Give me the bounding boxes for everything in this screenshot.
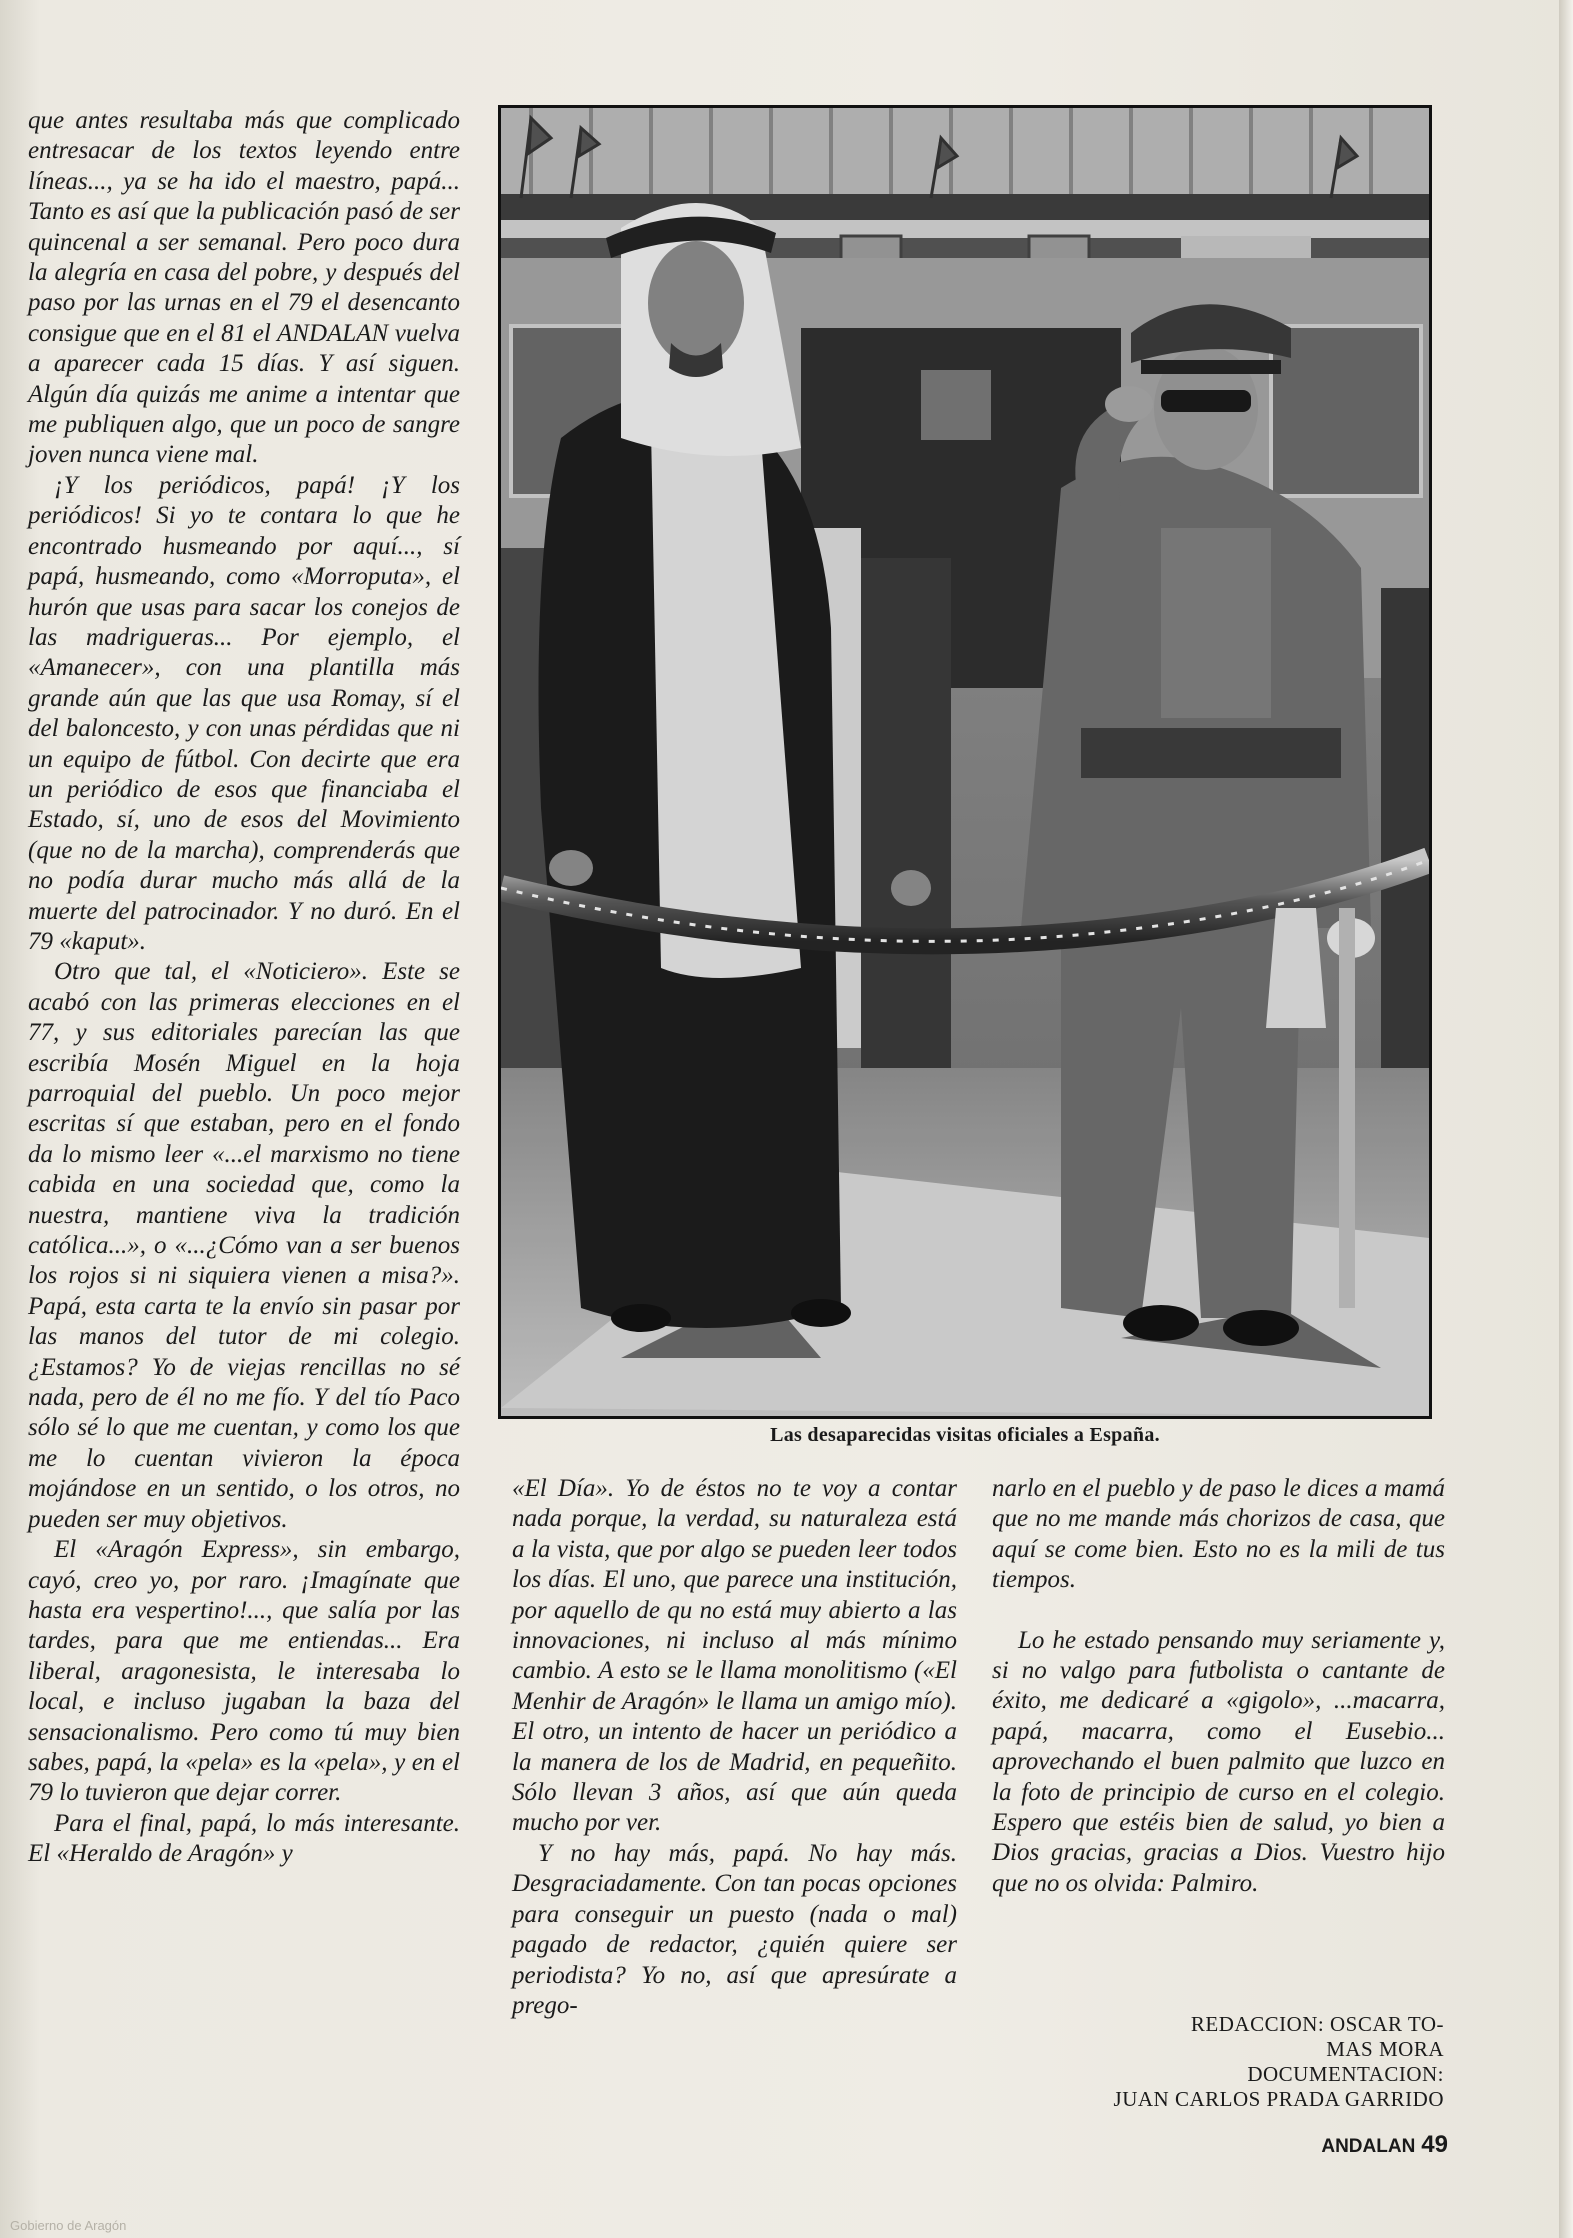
right-text-column xyxy=(992,1474,1445,1899)
photo-caption: Las desaparecidas visitas oficiales a España. xyxy=(770,1424,1160,1446)
credit-line: MAS MORA xyxy=(1326,2037,1444,2061)
article-credits xyxy=(1020,2012,1444,2112)
photo-illustration xyxy=(501,108,1429,1416)
paragraph: Para el final, papá, lo más interesante. El «Heraldo de Aragón» y xyxy=(28,1809,460,1868)
left-text-column xyxy=(28,106,460,1870)
paragraph: ¡Y los periódicos, papá! ¡Y los periódicos! Si yo te contara lo que he encontrado husmeando por aquí..., sí papá, husmeando, como «Morroputa», el hurón que usas para sacar los conejos de las madrigueras... Por ejemplo, el «Amanecer», con una plantilla más grande aún que las que usa Romay, sí el del baloncesto, y con unas pérdidas que ni un equipo de fútbol. Con decirte que era un periódico de esos que financiaba el Estado, sí, uno de esos del Movimiento (que no de la marcha), comprenderás que no podía durar mucho más allá de la muerte del patrocinador. Y no duró. En el 79 «kaput». xyxy=(28,471,460,955)
credit-line: REDACCION: OSCAR TO- xyxy=(1190,2012,1444,2036)
paragraph: que antes resultaba más que complicado entresacar de los textos leyendo entre líneas..., ya se ha ido el maestro, papá... Tanto es así que la publicación pasó de ser quincenal a ser semanal. Pero poco dura la alegría en casa del pobre, y después del paso por las urnas en el 79 el desencanto consigue que en el 81 el ANDALAN vuelva a aparecer cada 15 días. Y así siguen. Algún día quizás me anime a intentar que me publiquen algo, que un poco de sangre joven nunca viene mal. xyxy=(28,107,460,469)
page-number: 49 xyxy=(1421,2131,1448,2158)
paragraph: Y no hay más, papá. No hay más. Desgraciadamente. Con tan pocas opciones para conseguir un puesto (nada o mal) pagado de redactor, ¿quién quiere ser periodista? Yo no, así que apresúrate a prego- xyxy=(512,1839,957,2019)
page-footer xyxy=(1290,2131,1448,2159)
archive-watermark: Gobierno de Aragón xyxy=(10,2218,127,2233)
news-photo xyxy=(498,105,1432,1419)
middle-text-column xyxy=(512,1474,957,2021)
magazine-name: ANDALAN xyxy=(1321,2136,1416,2157)
credit-line: DOCUMENTACION: xyxy=(1247,2062,1444,2086)
paragraph: El «Aragón Express», sin embargo, cayó, creo yo, por raro. ¡Imagínate que hasta era vespertino!..., que salía por las tardes, para que me entiendas... Era liberal, aragonesista, le interesaba lo local, e incluso jugaban la baza del sensacionalismo. Pero como tú muy bien sabes, papá, la «pela» es la «pela», y en el 79 lo tuvieron que dejar correr. xyxy=(28,1536,460,1807)
paragraph: Lo he estado pensando muy seriamente y, si no valgo para futbolista o cantante de éxito, me dedicaré a «gigolo», ...macarra, papá, macarra, como el Eusebio... aprovechando el buen palmito que luzco en la foto de principio de curso en el colegio. Espero que estéis bien de salud, yo bien a Dios gracias, gracias a Dios. Vuestro hijo que no os olvida: Palmiro. xyxy=(992,1626,1445,1897)
paragraph: Otro que tal, el «Noticiero». Este se acabó con las primeras elecciones en el 77, y sus editoriales parecían las que escribía Mosén Miguel en la hoja parroquial del pueblo. Un poco mejor escritas sí que estaban, pero en el fondo da lo mismo leer «...el marxismo no tiene cabida en una sociedad que, como la nuestra, mantiene viva la tradición católica...», o «...¿Cómo van a ser buenos los rojos si ni siquiera vienen a misa?». Papá, esta carta te la envío sin pasar por las manos del tutor de mi colegio. ¿Estamos? Yo de viejas rencillas no sé nada, pero de él no me fío. Y del tío Paco sólo sé lo que me cuentan, y como los que me lo cuentan vivieron la época mojándose en un sentido, o los otros, no pueden ser muy objetivos. xyxy=(28,958,460,1533)
paragraph: narlo en el pueblo y de paso le dices a mamá que no me mande más chorizos de casa, que aquí se come bien. Esto no es la mili de tus tiempos. xyxy=(992,1475,1445,1594)
page-edge xyxy=(1559,0,1573,2238)
paragraph: «El Día». Yo de éstos no te voy a contar nada porque, la verdad, su naturaleza está a la vista, que por algo se pueden leer todos los días. El uno, que parece una institución, por aquello de qu no está muy abierto a las innovaciones, ni incluso al más mínimo cambio. A esto se le llama monolitismo («El Menhir de Aragón» le llama un amigo mío). El otro, un intento de hacer un periódico a la manera de los de Madrid, en pequeñito. Sólo llevan 3 años, así que aún queda mucho por ver. xyxy=(512,1475,957,1837)
credit-line: JUAN CARLOS PRADA GARRIDO xyxy=(1113,2087,1444,2111)
